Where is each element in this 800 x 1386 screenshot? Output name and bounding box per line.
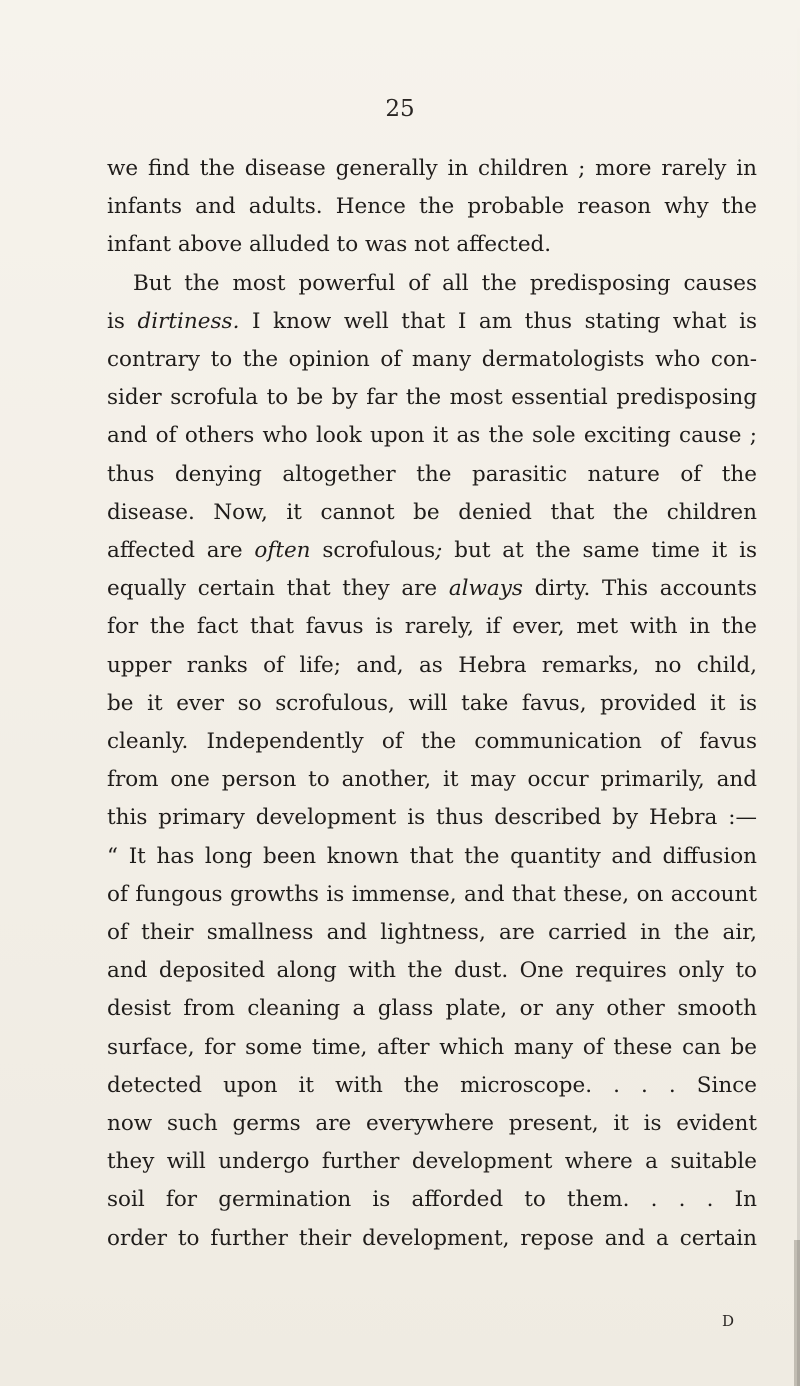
text-line: thus denying altogether the parasitic nature of the — [107, 461, 757, 487]
text-line: for the fact that favus is rarely, if ever, met with in the — [107, 614, 757, 640]
text-line: is dirtiness. I know well that I am thus stating what is — [107, 308, 758, 334]
text-line: and deposited along with the dust. One requires only to — [107, 958, 757, 984]
body-text — [107, 150, 757, 1258]
text-line: sider scrofula to be by far the most essential predisposing — [107, 385, 757, 411]
text-line: “ It has long been known that the quantity and diffusion — [107, 843, 757, 869]
text-line: cleanly. Independently of the communication of favus — [107, 729, 757, 755]
text-line: of their smallness and lightness, are carried in the air, — [107, 920, 757, 946]
text-line: soil for germination is afforded to them. . . . In — [107, 1187, 757, 1213]
text-line: affected are often scrofulous; but at the same time it is — [107, 538, 757, 564]
signature-mark: D — [722, 1312, 735, 1330]
paragraph-2 — [107, 265, 757, 1258]
text-line: contrary to the opinion of many dermatologists who con- — [107, 347, 757, 373]
text-line: from one person to another, it may occur primarily, and — [107, 767, 757, 793]
text-line: infant above alluded to was not affected. — [107, 232, 552, 258]
text-line: desist from cleaning a glass plate, or any other smooth — [107, 996, 757, 1022]
page-edge-binding — [794, 1240, 800, 1386]
text-line: we find the disease generally in children ; more rarely in — [107, 156, 757, 181]
text-line: order to further their development, repose and a certain — [107, 1225, 757, 1251]
text-line: detected upon it with the microscope. . . . Since — [107, 1072, 757, 1098]
text-line: now such germs are everywhere present, it is evident — [107, 1111, 757, 1137]
text-line: they will undergo further development where a suitable — [107, 1149, 757, 1175]
text-line: and of others who look upon it as the sole exciting cause ; — [107, 423, 757, 449]
paragraph-1 — [107, 150, 757, 265]
text-line: surface, for some time, after which many of these can be — [107, 1034, 757, 1060]
italic-emphasis: ; — [435, 538, 443, 564]
italic-emphasis: often — [254, 538, 311, 564]
text-line: of fungous growths is immense, and that these, on account — [107, 881, 757, 907]
text-line: equally certain that they are always dirty. This accounts — [107, 576, 757, 602]
text-line: upper ranks of life; and, as Hebra remarks, no child, — [107, 652, 757, 678]
italic-emphasis: dirtiness. — [137, 308, 240, 334]
text-line: But the most powerful of all the predisposing causes — [133, 270, 757, 296]
text-line: be it ever so scrofulous, will take favus, provided it is — [107, 690, 757, 716]
text-line: infants and adults. Hence the probable reason why the — [107, 194, 757, 220]
italic-emphasis: always — [448, 576, 523, 602]
page-number: 25 — [385, 96, 415, 122]
text-line: this primary development is thus described by Hebra :— — [107, 805, 757, 831]
text-line: disease. Now, it cannot be denied that the children — [107, 499, 757, 525]
